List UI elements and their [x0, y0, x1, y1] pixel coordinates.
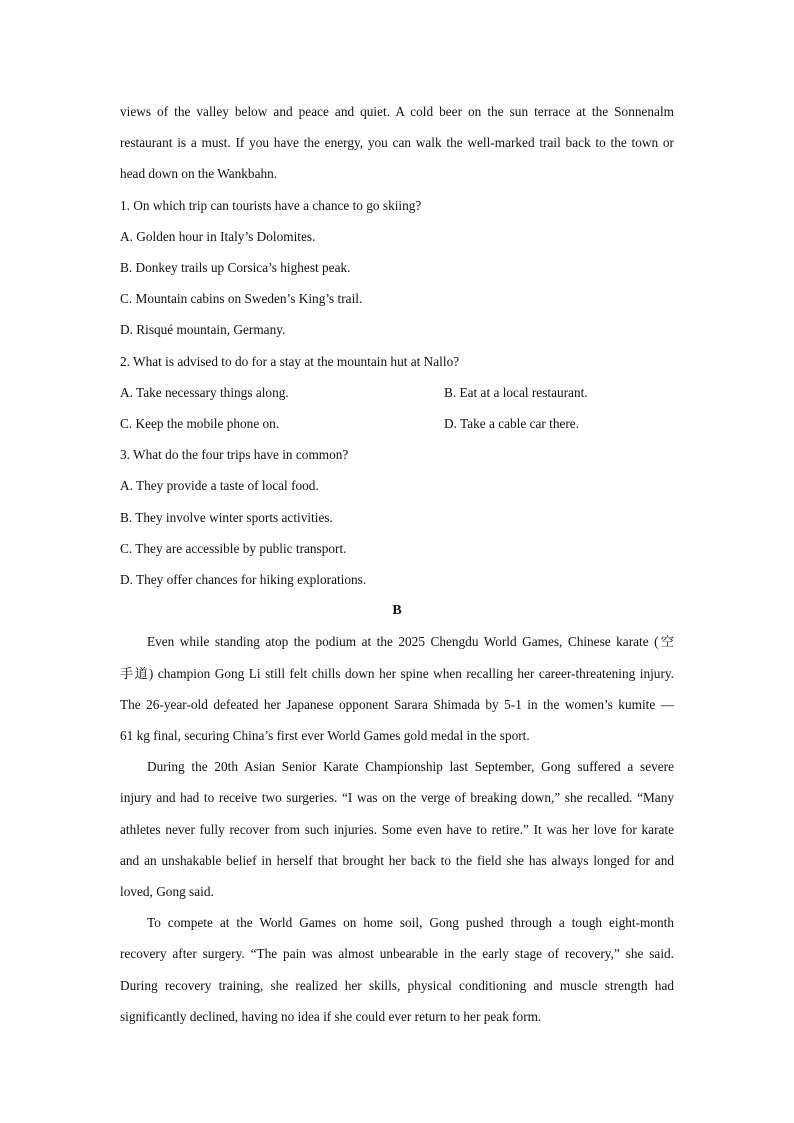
text-line: significantly declined, having no idea if she could ever return to her peak form.: [120, 1008, 542, 1024]
text-line: 61 kg final, securing China’s first ever World Games gold medal in the sport.: [120, 728, 530, 744]
option-b: B. They involve winter sports activities.: [120, 509, 333, 525]
text-line: injury and had to receive two surgeries. “I was on the verge of breaking down,” she recalled. “Many: [120, 790, 674, 806]
option-c: C. They are accessible by public transport.: [120, 540, 347, 556]
text-line: head down on the Wankbahn.: [120, 166, 278, 182]
question-3: [120, 439, 674, 595]
section-b-paragraph-2: [120, 751, 674, 907]
document-page: [120, 96, 674, 1032]
question-stem: 2. What is advised to do for a stay at the mountain hut at Nallo?: [120, 353, 460, 369]
option-a: A. Golden hour in Italy’s Dolomites.: [120, 228, 316, 244]
question-stem: 1. On which trip can tourists have a chance to go skiing?: [120, 197, 422, 213]
text-line: views of the valley below and peace and quiet. A cold beer on the sun terrace at the Sonnenalm: [120, 104, 674, 119]
option-c: C. Mountain cabins on Sweden’s King’s trail.: [120, 291, 363, 307]
option-a: A. Take necessary things along.: [120, 384, 289, 400]
section-b-paragraph-1: [120, 626, 674, 751]
passage-a-ending: [120, 96, 674, 190]
question-stem: 3. What do the four trips have in common?: [120, 447, 349, 463]
text-line: Even while standing atop the podium at the 2025 Chengdu World Games, Chinese karate (空: [147, 634, 674, 650]
text-line: athletes never fully recover from such injuries. Some even have to retire.” It was her love for karate: [120, 821, 674, 837]
option-a: A. They provide a taste of local food.: [120, 478, 319, 494]
options-row: [120, 408, 674, 439]
text-line: During recovery training, she realized her skills, physical conditioning and muscle strength had: [120, 977, 674, 993]
question-2: [120, 346, 674, 440]
text-line: 手道) champion Gong Li still felt chills down her spine when recalling her career-threatening injury.: [120, 665, 674, 681]
section-heading: B: [392, 603, 402, 619]
question-1: [120, 190, 674, 346]
text-line: loved, Gong said.: [120, 884, 214, 900]
text-line: recovery after surgery. “The pain was almost unbearable in the early stage of recovery,” she said.: [120, 946, 674, 962]
option-b: B. Donkey trails up Corsica’s highest peak.: [120, 260, 351, 276]
options-row: [120, 377, 674, 408]
section-b-paragraph-3: [120, 907, 674, 1032]
text-line: To compete at the World Games on home soil, Gong pushed through a tough eight-month: [147, 915, 674, 931]
option-d: D. They offer chances for hiking explorations.: [120, 572, 367, 588]
option-d: D. Risqué mountain, Germany.: [120, 322, 286, 338]
text-line: restaurant is a must. If you have the energy, you can walk the well-marked trail back to the town or: [120, 135, 674, 151]
text-line: During the 20th Asian Senior Karate Championship last September, Gong suffered a severe: [147, 759, 674, 775]
option-b: B. Eat at a local restaurant.: [444, 384, 588, 400]
option-c: C. Keep the mobile phone on.: [120, 416, 280, 432]
option-d: D. Take a cable car there.: [444, 416, 580, 432]
text-line: The 26-year-old defeated her Japanese opponent Sarara Shimada by 5-1 in the women’s kumite —: [120, 696, 674, 712]
text-line: and an unshakable belief in herself that brought her back to the field she has always longed for and: [120, 852, 674, 868]
